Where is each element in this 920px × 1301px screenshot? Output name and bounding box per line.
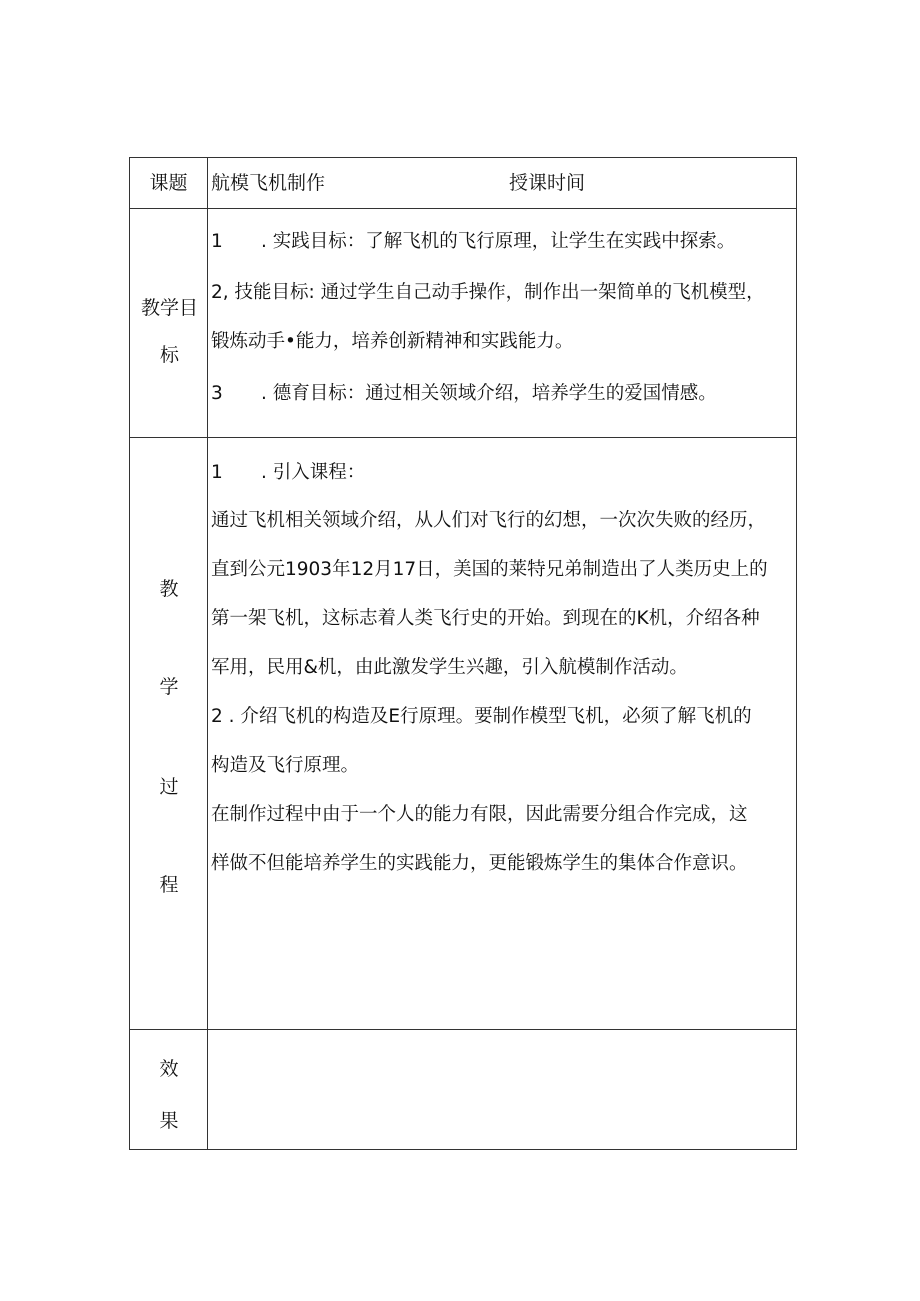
process-line — [211, 653, 792, 679]
goal-text: 2, 技能目标: 通过学生自己动手操作，制作出一架简单的飞机模型， — [211, 282, 765, 303]
goal-line — [211, 227, 792, 253]
process-text: 军用，民用&机，由此激发学生兴趣，引入航模制作活动。 — [211, 657, 688, 678]
lesson-plan-table — [129, 157, 797, 1150]
title-cell — [209, 158, 796, 208]
class-time-label: 授课时间 — [509, 172, 586, 194]
title-row — [130, 158, 796, 209]
process-text: 2 . 介绍飞机的构造及E行原理。要制作模型飞机，必须了解飞机的 — [211, 706, 752, 727]
goal-text: . 德育目标：通过相关领域介绍，培养学生的爱国情感。 — [261, 383, 717, 404]
goals-row — [130, 209, 796, 438]
process-text: 在制作过程中由于一个人的能力有限，因此需要分组合作完成，这 — [211, 804, 748, 825]
process-label-char: 学 — [159, 676, 179, 698]
process-line — [211, 458, 792, 484]
goal-line — [211, 327, 792, 353]
process-text: 通过飞机相关领域介绍，从人们对飞行的幻想，一次次失败的经历， — [211, 510, 767, 531]
process-text: . 引入课程： — [261, 462, 366, 483]
process-line — [211, 506, 792, 532]
process-text: 直到公元1903年12月17日，美国的莱特兄弟制造出了人类历史上的 — [211, 559, 768, 580]
process-label-cell — [130, 438, 208, 1029]
goal-number: 1 — [211, 231, 223, 252]
effect-label-cell — [130, 1030, 208, 1149]
effect-label-char: 果 — [159, 1110, 179, 1132]
process-number: 1 — [211, 462, 223, 483]
goal-text: . 实践目标：了解飞机的飞行原理，让学生在实践中探索。 — [261, 231, 736, 252]
process-line — [211, 604, 792, 630]
process-text: 构造及飞行原理。 — [211, 755, 360, 776]
process-line — [211, 702, 792, 728]
goal-number: 3 — [211, 383, 223, 404]
process-text: 样做不但能培养学生的实践能力，更能锻炼学生的集体合作意识。 — [211, 853, 748, 874]
process-label-char: 程 — [159, 874, 179, 896]
topic-label: 课题 — [130, 158, 208, 208]
process-line — [211, 849, 792, 875]
process-line — [211, 555, 792, 581]
process-label-char: 过 — [159, 776, 179, 798]
process-text: 第一架飞机，这标志着人类飞行史的开始。到现在的K机，介绍各种 — [211, 608, 760, 629]
goals-label-cell — [130, 209, 208, 437]
process-label-char: 教 — [159, 578, 179, 600]
process-line — [211, 751, 792, 777]
effect-content — [209, 1030, 796, 1149]
process-row — [130, 438, 796, 1030]
goal-text: 锻炼动手•能力，培养创新精神和实践能力。 — [211, 331, 574, 352]
effect-label-char: 效 — [159, 1058, 179, 1080]
goal-line — [211, 278, 792, 304]
goal-line — [211, 379, 792, 405]
goals-label: 教学目标 — [140, 297, 198, 366]
goals-content — [209, 209, 796, 437]
process-content — [209, 438, 796, 1029]
lesson-title: 航模飞机制作 — [211, 172, 326, 194]
process-line — [211, 800, 792, 826]
effect-row — [130, 1030, 796, 1149]
